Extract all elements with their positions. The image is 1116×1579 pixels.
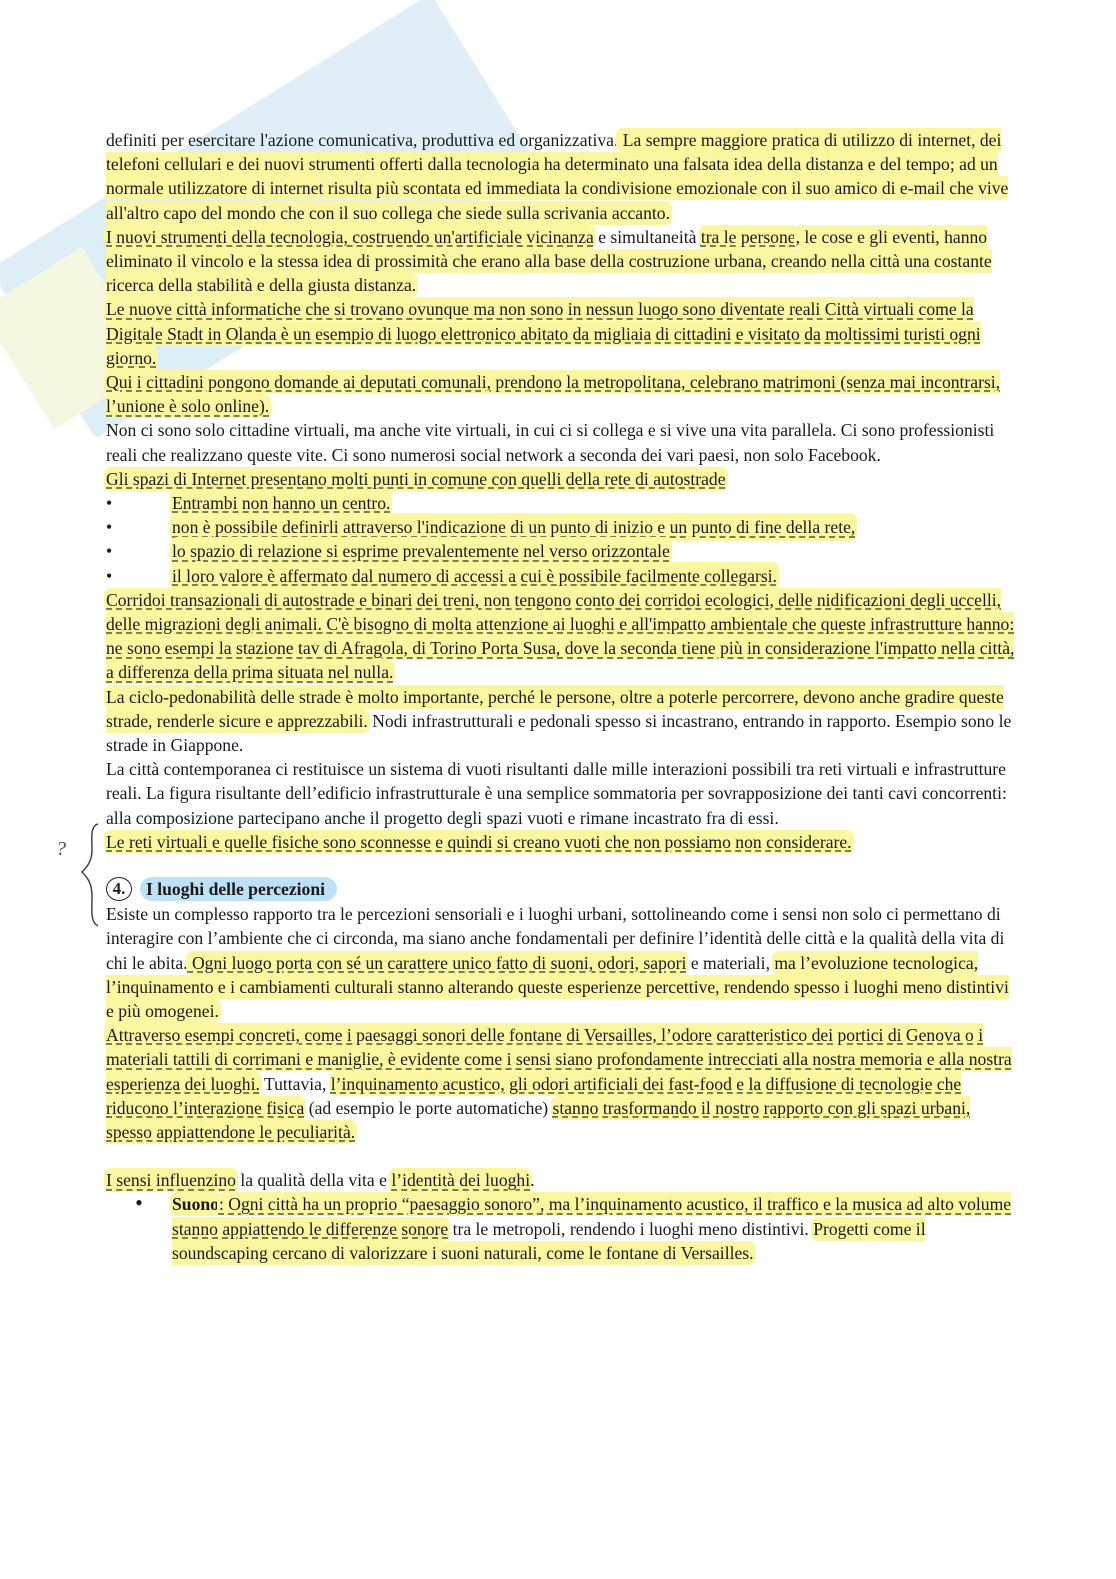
paragraph: Esiste un complesso rapporto tra le percezioni sensoriali e i luoghi urbani, sottolineando come i sensi non solo ci permettano di interagire con l’ambiente che ci circonda, ma siano anche fondamentali per definire l’identità delle città e la qualità della vita di chi le abita. Ogni luogo porta con sé un carattere unico fatto di suoni, odori, sapori e materiali, ma l’evoluzione tecnologica, l’inquinamento e i cambiamenti culturali stanno alterando queste esperienze percettive, rendendo spesso i luoghi meno distintivi e più omogenei.	[106, 904, 1009, 1021]
list-item: • il loro valore è affermato dal numero di accessi a cui è possibile facilmente collegarsi.	[106, 564, 1016, 588]
list-item: • Suono: Ogni città ha un proprio “paesaggio sonoro”, ma l’inquinamento acustico, il traffico e la musica ad alto volume stanno appiattendo le differenze sonore tra le metropoli, rendendo i luoghi meno distintivi. Progetti come il soundscaping cercano di valorizzare i suoni naturali, come le fontane di Versailles.	[135, 1190, 1012, 1263]
list-item: • non è possibile definirli attraverso l'indicazione di un punto di inizio e un punto di fine della rete,	[106, 515, 1016, 539]
paragraph: definiti per esercitare l'azione comunicativa, produttiva ed organizzativa. La sempre maggiore pratica di utilizzo di internet, dei telefoni cellulari e dei nuovi strumenti offerti dalla tecnologia ha determinato una falsata idea della distanza e del tempo; ad un normale utilizzatore di internet risulta più scontata ed immediata la condivisione emozionale con il suo amico di e-mail che vive all'altro capo del mondo che con il suo collega che siede sulla scrivania accanto.	[106, 130, 1009, 223]
paragraph: La città contemporanea ci restituisce un sistema di vuoti risultanti dalle mille interazioni possibili tra reti virtuali e infrastrutture reali. La figura risultante dell’edificio infrastrutturale è una semplice sommatoria per sovrapposizione dei tanti cavi concorrenti: alla composizione partecipano anche il progetto degli spazi vuoti e rimane incastrato fra di essi.	[106, 759, 1007, 828]
section-title: I luoghi delle percezioni	[140, 877, 337, 901]
paragraph: Le nuove città informatiche che si trovano ovunque ma non sono in nessun luogo sono diventate reali Città virtuali come la Digitale Stadt in Olanda è un esempio di luogo elettronico abitato da migliaia di cittadini e visitato da moltissimi turisti ogni giorno.	[106, 299, 981, 368]
paragraph: Le reti virtuali e quelle fisiche sono sconnesse e quindi si creano vuoti che non possiamo non considerare.	[106, 831, 852, 852]
paragraph: I sensi influenzino la qualità della vita e l’identità dei luoghi.	[106, 1170, 535, 1191]
paragraph: La ciclo-pedonabilità delle strade è molto importante, perché le persone, oltre a poterle percorrere, devono anche gradire queste strade, renderle sicure e apprezzabili. Nodi infrastrutturali e pedonali spesso si incastrano, entrando in rapporto. Esempio sono le strade in Giappone.	[106, 686, 1012, 756]
list-item: • lo spazio di relazione si esprime prevalentemente nel verso orizzontale	[106, 539, 1016, 563]
list-item: • Entrambi non hanno un centro.	[106, 491, 1016, 515]
paragraph: Corridoi transazionali di autostrade e binari dei treni, non tengono conto dei corridoi ecologici, delle nidificazioni degli uccelli, delle migrazioni degli animali. C'è bisogno di molta attenzione ai luoghi e all'impatto ambientale che queste infrastrutture hanno: ne sono esempi la stazione tav di Afragola, di Torino Porta Susa, dove la seconda tiene più in considerazione l'impatto nella città, a differenza della prima situata nel nulla.	[106, 589, 1015, 683]
document-page	[106, 128, 1016, 1265]
paragraph: Non ci sono solo cittadine virtuali, ma anche vite virtuali, in cui ci si collega e si vive una vita parallela. Ci sono professionisti reali che realizzano queste vite. Ci sono numerosi social network a seconda dei vari paesi, non solo Facebook.	[106, 420, 995, 465]
paragraph: Qui i cittadini pongono domande ai deputati comunali, prendono la metropolitana, celebrano matrimoni (senza mai incontrarsi, l’unione è solo online).	[106, 372, 1001, 417]
paragraph: I nuovi strumenti della tecnologia, costruendo un'artificiale vicinanza e simultaneità tra le persone, le cose e gli eventi, hanno eliminato il vincolo e la stessa idea di prossimità che erano alla base della costruzione urbana, creando nella città una costante ricerca della stabilità e della giusta distanza.	[106, 226, 992, 296]
item-label: Suono	[172, 1194, 219, 1215]
section-heading	[106, 876, 1016, 902]
paragraph: Attraverso esempi concreti, come i paesaggi sonori delle fontane di Versailles, l’odore caratteristico dei portici di Genova o i materiali tattili di corrimani e maniglie, è evidente come i sensi siano profondamente intrecciati alla nostra memoria e alla nostra esperienza dei luoghi. Tuttavia, l’inquinamento acustico, gli odori artificiali dei fast-food e la diffusione di tecnologie che riducono l’interazione fisica (ad esempio le porte automatiche) stanno trasformando il nostro rapporto con gli spazi urbani, spesso appiattendone le peculiarità.	[106, 1025, 1012, 1142]
question-mark-annotation: ?	[56, 838, 66, 860]
section-number: 4.	[106, 877, 132, 901]
paragraph: Gli spazi di Internet presentano molti punti in comune con quelli della rete di autostrade	[106, 468, 726, 489]
margin-annotation	[52, 820, 102, 930]
